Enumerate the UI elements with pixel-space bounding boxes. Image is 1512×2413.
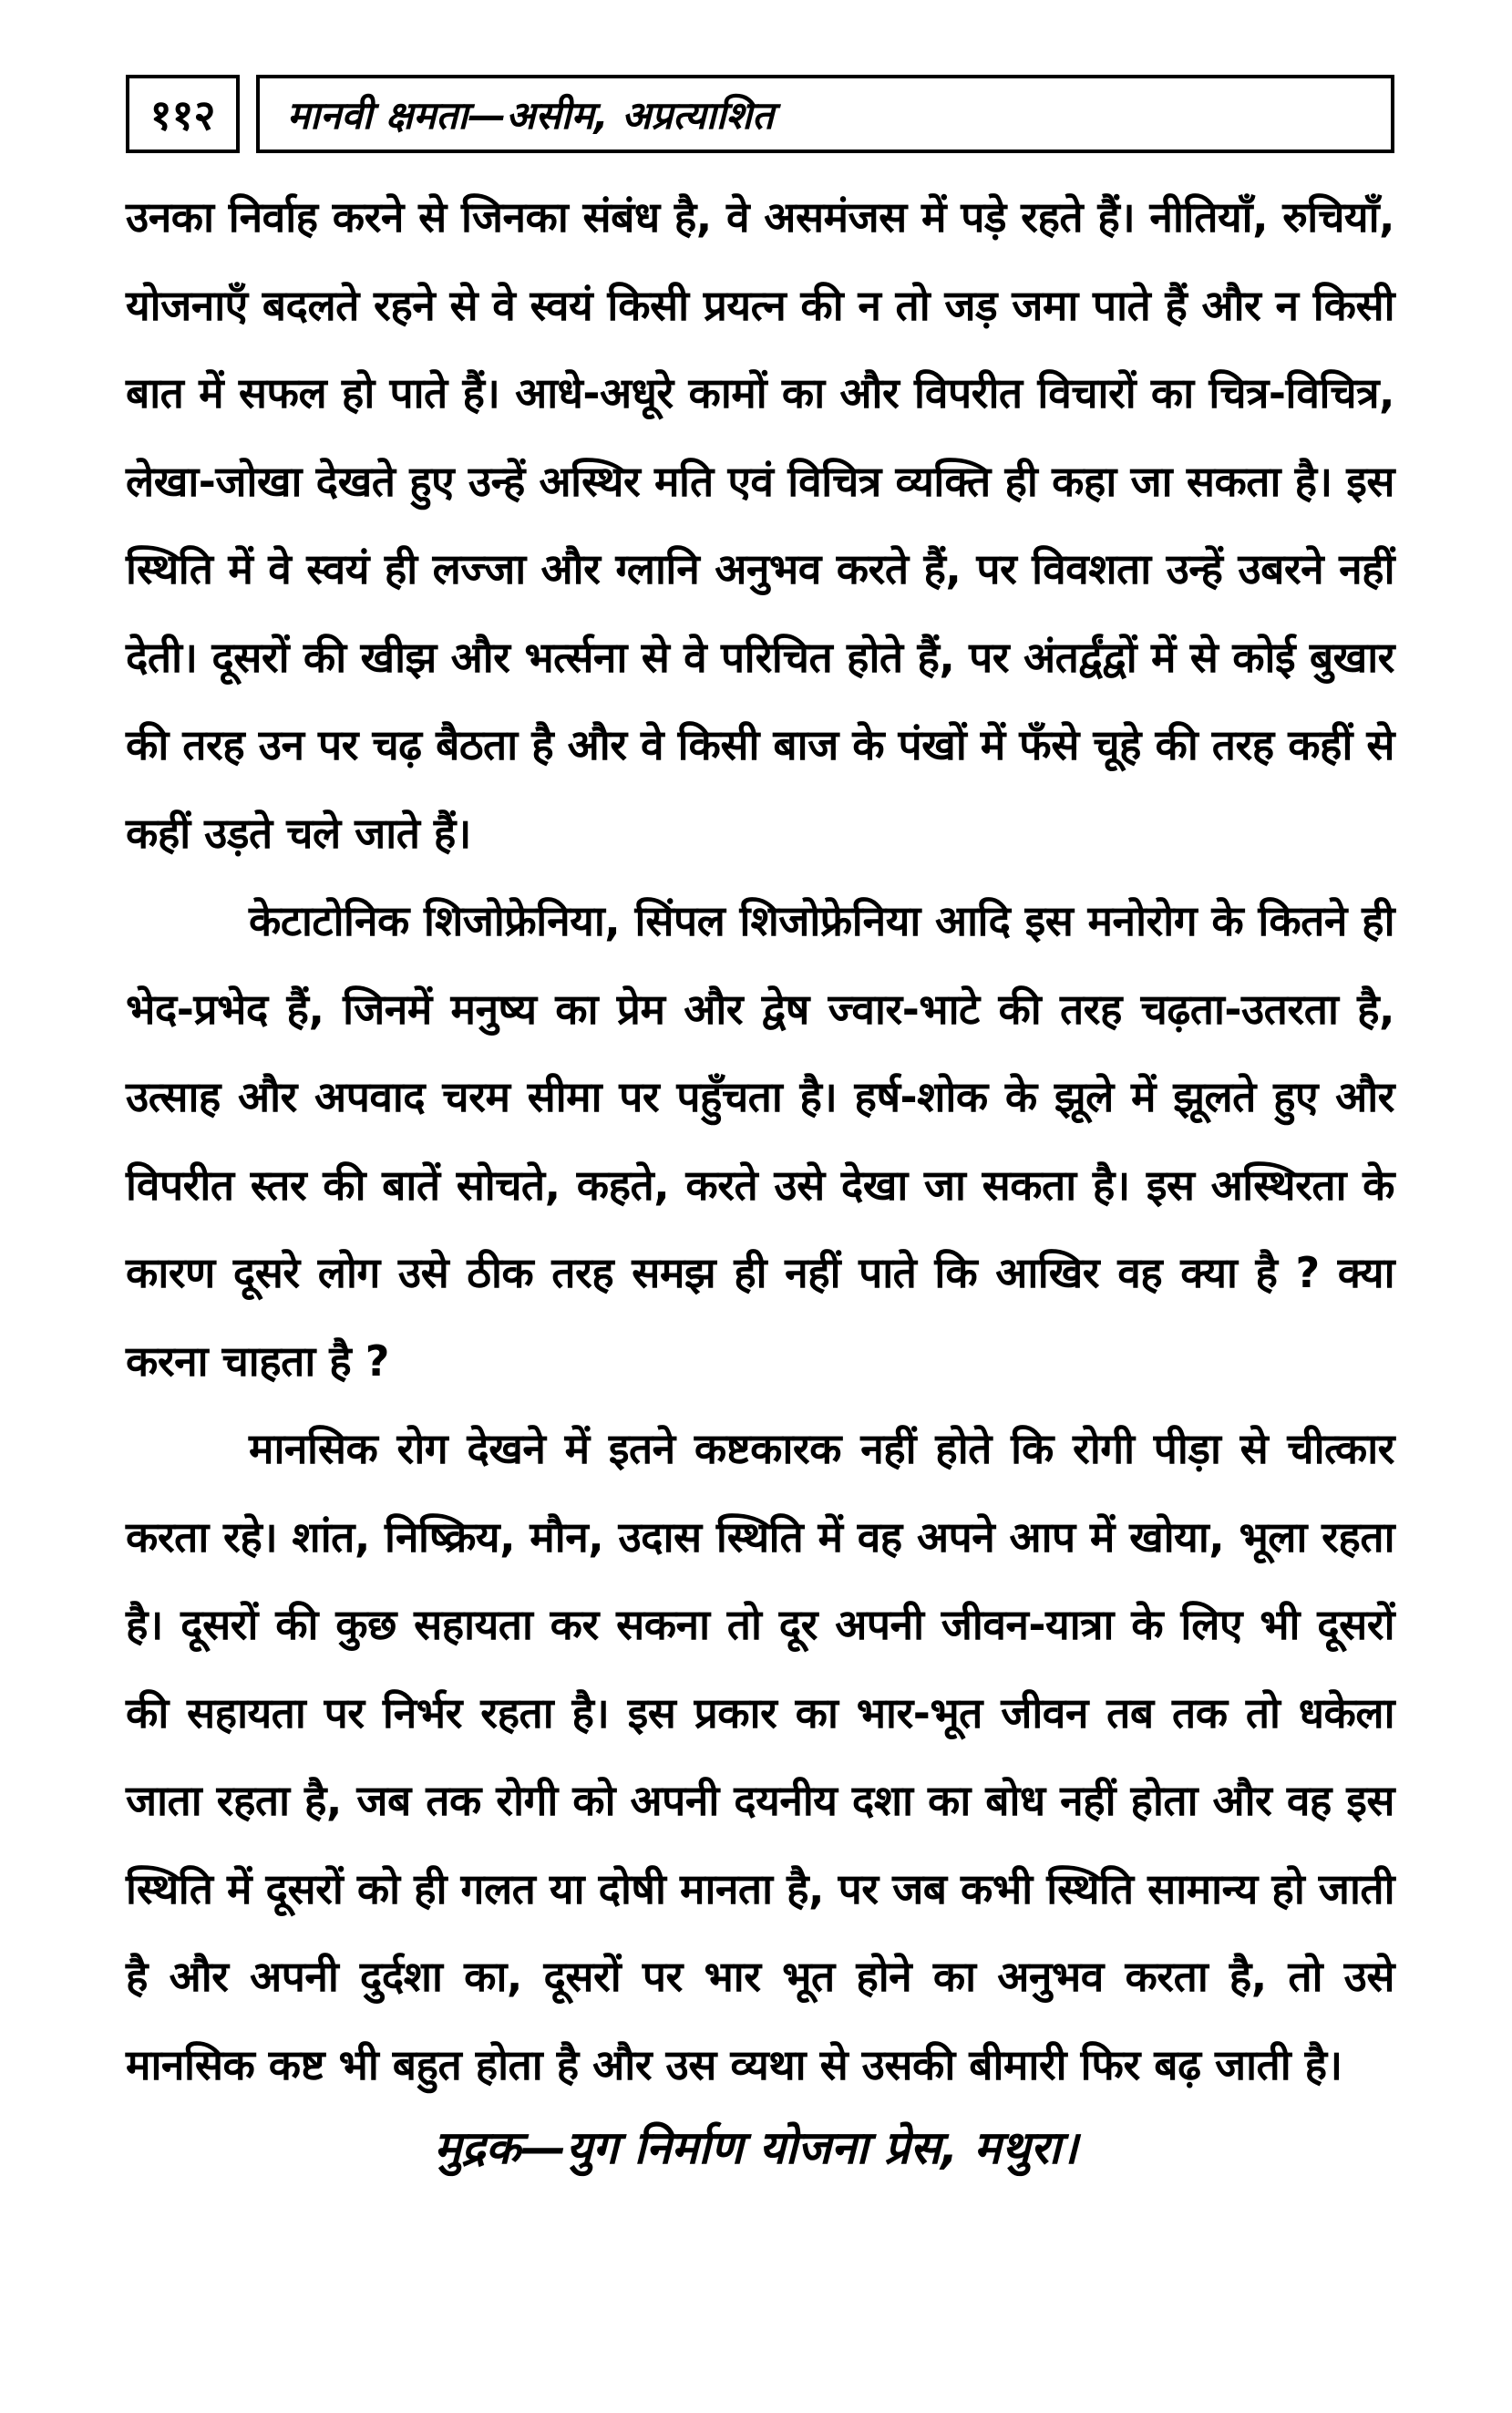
running-title: मानवी क्षमता—असीम, अप्रत्याशित: [256, 75, 1394, 153]
printer-footer: मुद्रक—युग निर्माण योजना प्रेस, मथुरा।: [434, 2121, 1078, 2174]
paragraph-mental-illness: मानसिक रोग देखने में इतने कष्टकारक नहीं होते कि रोगी पीड़ा से चीत्कार करता रहे। शांत, निष्क्रिय, मौन, उदास स्थिति में वह अपने आप में खोया, भूला रहता है। दूसरों की कुछ सहायता कर सकना तो दूर अपनी जीवन-यात्रा के लिए भी दूसरों की सहायता पर निर्भर रहता है। इस प्रकार का भार-भूत जीवन तब तक तो धकेला जाता रहता है, जब तक रोगी को अपनी दयनीय दशा का बोध नहीं होता और वह इस स्थिति में दूसरों को ही गलत या दोषी मानता है, पर जब कभी स्थिति सामान्य हो जाती है और अपनी दुर्दशा का, दूसरों पर भार भूत होने का अनुभव करता है, तो उसे मानसिक कष्ट भी बहुत होता है और उस व्यथा से उसकी बीमारी फिर बढ़ जाती है।: [126, 1424, 1394, 2089]
paragraph-schizophrenia-types: केटाटोनिक शिजोफ्रेनिया, सिंपल शिजोफ्रेनिया आदि इस मनोरोग के कितने ही भेद-प्रभेद हैं, जिनमें मनुष्य का प्रेम और द्वेष ज्वार-भाटे की तरह चढ़ता-उतरता है, उत्साह और अपवाद चरम सीमा पर पहुँचता है। हर्ष-शोक के झूले में झूलते हुए और विपरीत स्तर की बातें सोचते, कहते, करते उसे देखा जा सकता है। इस अस्थिरता के कारण दूसरे लोग उसे ठीक तरह समझ ही नहीं पाते कि आखिर वह क्या है ? क्या करना चाहता है ?: [126, 896, 1394, 1386]
paragraph-continued: उनका निर्वाह करने से जिनका संबंध है, वे असमंजस में पड़े रहते हैं। नीतियाँ, रुचियाँ, योजनाएँ बदलते रहने से वे स्वयं किसी प्रयत्न की न तो जड़ जमा पाते हैं और न किसी बात में सफल हो पाते हैं। आधे-अधूरे कामों का और विपरीत विचारों का चित्र-विचित्र, लेखा-जोखा देखते हुए उन्हें अस्थिर मति एवं विचित्र व्यक्ति ही कहा जा सकता है। इस स्थिति में वे स्वयं ही लज्जा और ग्लानि अनुभव करते हैं, पर विवशता उन्हें उबरने नहीं देती। दूसरों की खीझ और भर्त्सना से वे परिचित होते हैं, पर अंतर्द्वंद्वों में से कोई बुखार की तरह उन पर चढ़ बैठता है और वे किसी बाज के पंखों में फँसे चूहे की तरह कहीं से कहीं उड़ते चले जाते हैं।: [126, 192, 1395, 858]
page-header: [126, 75, 1394, 157]
body-text: [126, 173, 1394, 2109]
page-number: ११२: [126, 75, 240, 153]
